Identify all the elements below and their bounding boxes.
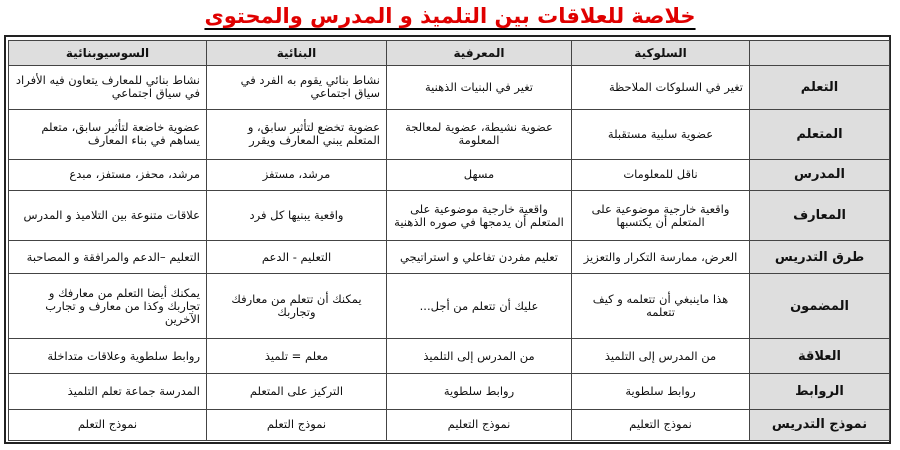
header-cognitive: المعرفية [387, 41, 572, 66]
table-cell: روابط سلطوية [572, 374, 750, 409]
header-row [9, 41, 890, 66]
table-cell: من المدرس إلى التلميذ [572, 338, 750, 373]
table-cell: المدرسة جماعة تعلم التلميذ [9, 374, 207, 409]
table-cell: التعليم - الدعم [207, 241, 387, 274]
comparison-table [8, 40, 890, 441]
page-title [0, 2, 900, 30]
table-cell: علاقات متنوعة بين التلاميذ و المدرس [9, 191, 207, 241]
table-row [9, 409, 890, 440]
header-corner [750, 41, 890, 66]
table-cell: التركيز على المتعلم [207, 374, 387, 409]
table-cell: نموذج التعلم [207, 409, 387, 440]
table-cell: العرض، ممارسة التكرار والتعزيز [572, 241, 750, 274]
table-cell: تغير في السلوكات الملاحظة [572, 66, 750, 110]
table-cell: تعليم مفردن تفاعلي و استراتيجي [387, 241, 572, 274]
table-cell: واقعية خارجية موضوعية على المتعلم أن يكتسبها [572, 191, 750, 241]
row-label: التعلم [750, 66, 890, 110]
table-cell: نموذج التعليم [572, 409, 750, 440]
row-label: المدرس [750, 159, 890, 190]
table-cell: واقعية خارجية موضوعية على المتعلم أن يدمجها في صوره الذهنية [387, 191, 572, 241]
table-cell: نموذج التعلم [9, 409, 207, 440]
table-cell: التعليم –الدعم والمرافقة و المصاحبة [9, 241, 207, 274]
table-cell: روابط سلطوية [387, 374, 572, 409]
row-label: نموذج التدريس [750, 409, 890, 440]
table-cell: عضوية خاضعة لتأثير سابق، متعلم يساهم في بناء المعارف [9, 109, 207, 159]
table-row [9, 274, 890, 339]
table-cell: هذا ماينبغي أن تتعلمه و كيف تتعلمه [572, 274, 750, 339]
table-cell: ناقل للمعلومات [572, 159, 750, 190]
table-cell: نموذج التعليم [387, 409, 572, 440]
table-cell: روابط سلطوية وعلاقات متداخلة [9, 338, 207, 373]
row-label: طرق التدريس [750, 241, 890, 274]
table-row [9, 374, 890, 409]
header-socioconstructivist: السوسيوبنائية [9, 41, 207, 66]
row-label: العلاقة [750, 338, 890, 373]
table-cell: عضوية سلبية مستقبلة [572, 109, 750, 159]
table-cell: نشاط بنائي للمعارف يتعاون فيه الأفراد في سياق اجتماعي [9, 66, 207, 110]
title-text: خلاصة للعلاقات بين التلميذ و المدرس والمحتوى [204, 4, 696, 28]
table-cell: تغير في البنيات الذهنية [387, 66, 572, 110]
table-row [9, 191, 890, 241]
row-label: المعارف [750, 191, 890, 241]
table-cell: نشاط بنائي يقوم به الفرد في سياق اجتماعي [207, 66, 387, 110]
table-row [9, 66, 890, 110]
table-cell: يمكنك أيضا التعلم من معارفك و تجاربك وكذا من معارف و تجارب الآخرين [9, 274, 207, 339]
table-cell: معلم = تلميذ [207, 338, 387, 373]
table-row [9, 338, 890, 373]
table-cell: عضوية نشيطة، عضوية لمعالجة المعلومة [387, 109, 572, 159]
table-cell: مرشد، مستفز [207, 159, 387, 190]
table-cell: عضوية تخضع لتأثير سابق، و المتعلم يبني المعارف ويقرر [207, 109, 387, 159]
table-cell: يمكنك أن تتعلم من معارفك وتجاربك [207, 274, 387, 339]
row-label: المتعلم [750, 109, 890, 159]
table-cell: واقعية يبنيها كل فرد [207, 191, 387, 241]
table-cell: من المدرس إلى التلميذ [387, 338, 572, 373]
row-label: المضمون [750, 274, 890, 339]
table-cell: مسهل [387, 159, 572, 190]
table-row [9, 241, 890, 274]
table-cell: عليك أن تتعلم من أجل... [387, 274, 572, 339]
table-row [9, 109, 890, 159]
table-cell: مرشد، محفز، مستفز، مبدع [9, 159, 207, 190]
row-label: الروابط [750, 374, 890, 409]
header-behaviorist: السلوكية [572, 41, 750, 66]
header-constructivist: البنائية [207, 41, 387, 66]
table-row [9, 159, 890, 190]
